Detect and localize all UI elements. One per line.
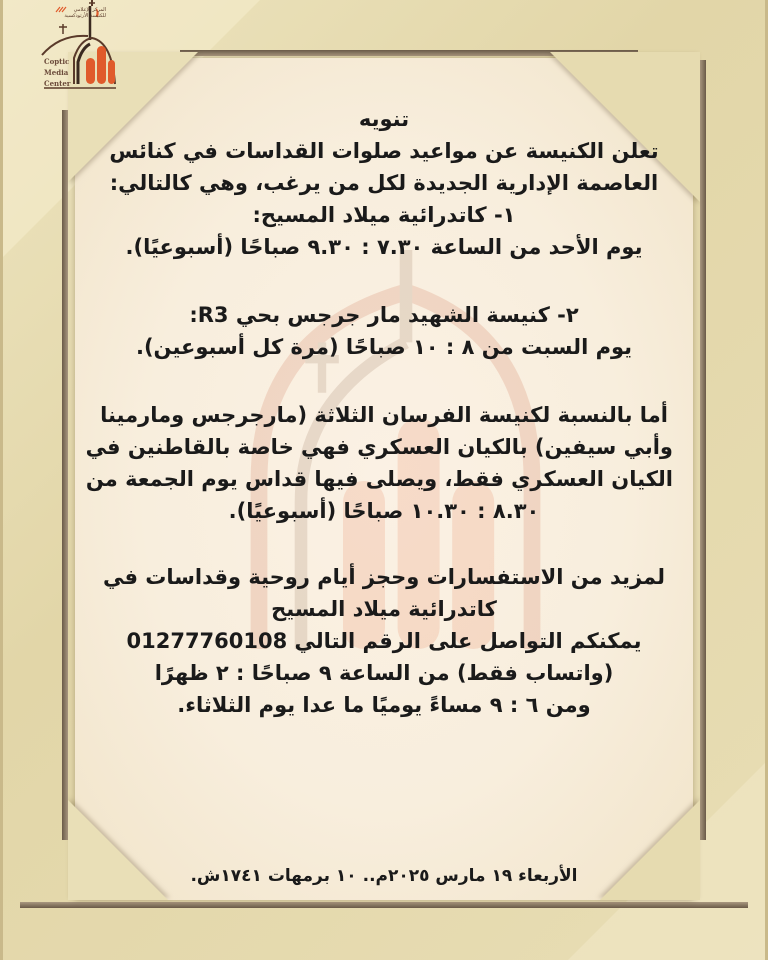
third-church-line: ٨.٣٠ : ١٠.٣٠ صباحًا (أسبوعيًا). [228,499,540,523]
contact-line: لمزيد من الاستفسارات وحجز أيام روحية وقداسات في [102,565,666,589]
notice-date: الأربعاء ١٩ مارس ٢٠٢٥م.. ١٠ برمهات ١٧٤١ش. [190,866,578,886]
spacer [95,363,673,399]
notice-content [85,103,673,721]
logo-english-name [44,56,71,89]
coptic-media-center-logo [20,0,120,95]
church-1-schedule: يوم الأحد من الساعة ٧.٣٠ : ٩.٣٠ صباحًا (أسبوعيًا). [125,235,643,259]
spacer [95,527,673,561]
third-church-line: الكيان العسكري فقط، ويصلى فيها قداس يوم الجمعة من [85,467,673,491]
church-2-heading: ٢- كنيسة الشهيد مار جرجس بحي R3: [189,303,579,327]
frame-shadow-left [62,110,68,840]
contact-hours-line: ومن ٦ : ٩ مساءً يوميًا ما عدا يوم الثلاثاء. [177,693,591,717]
contact-phone-line [95,625,673,657]
contact-phone-number[interactable]: 01277760108 [126,629,288,653]
logo-name-line: Center [44,79,71,88]
intro-line: العاصمة الإدارية الجديدة لكل من يرغب، وهي كالتالي: [109,171,659,195]
third-church-line: أما بالنسبة لكنيسة الفرسان الثلاثة (مارجرجس ومارمينا [100,403,668,427]
logo-name-line: Coptic [44,57,70,66]
third-church-line: وأبي سيفين) بالكيان العسكري فهي خاصة بالقاطنين في [85,435,673,459]
church-2-schedule: يوم السبت من ٨ : ١٠ صباحًا (مرة كل أسبوعين). [135,335,633,359]
logo-name-line: Media [44,68,69,77]
logo-arabic-name: المركز الإعلامي للكنيسة الأرثوذكسية [64,7,106,19]
notice-title: تنويه [358,107,410,131]
frame-shadow-bottom [20,902,748,908]
spacer [95,263,673,299]
intro-line: تعلن الكنيسة عن مواعيد صلوات القداسات في كنائس [109,139,659,163]
frame-shadow-right [700,60,706,840]
church-1-heading: ١- كاتدرائية ميلاد المسيح: [252,203,516,227]
contact-line: كاتدرائية ميلاد المسيح [271,597,497,621]
contact-phone-prefix: يمكنكم التواصل على الرقم التالي [294,629,642,653]
contact-hours-line: (واتساب فقط) من الساعة ٩ صباحًا : ٢ ظهرًا [154,661,614,685]
